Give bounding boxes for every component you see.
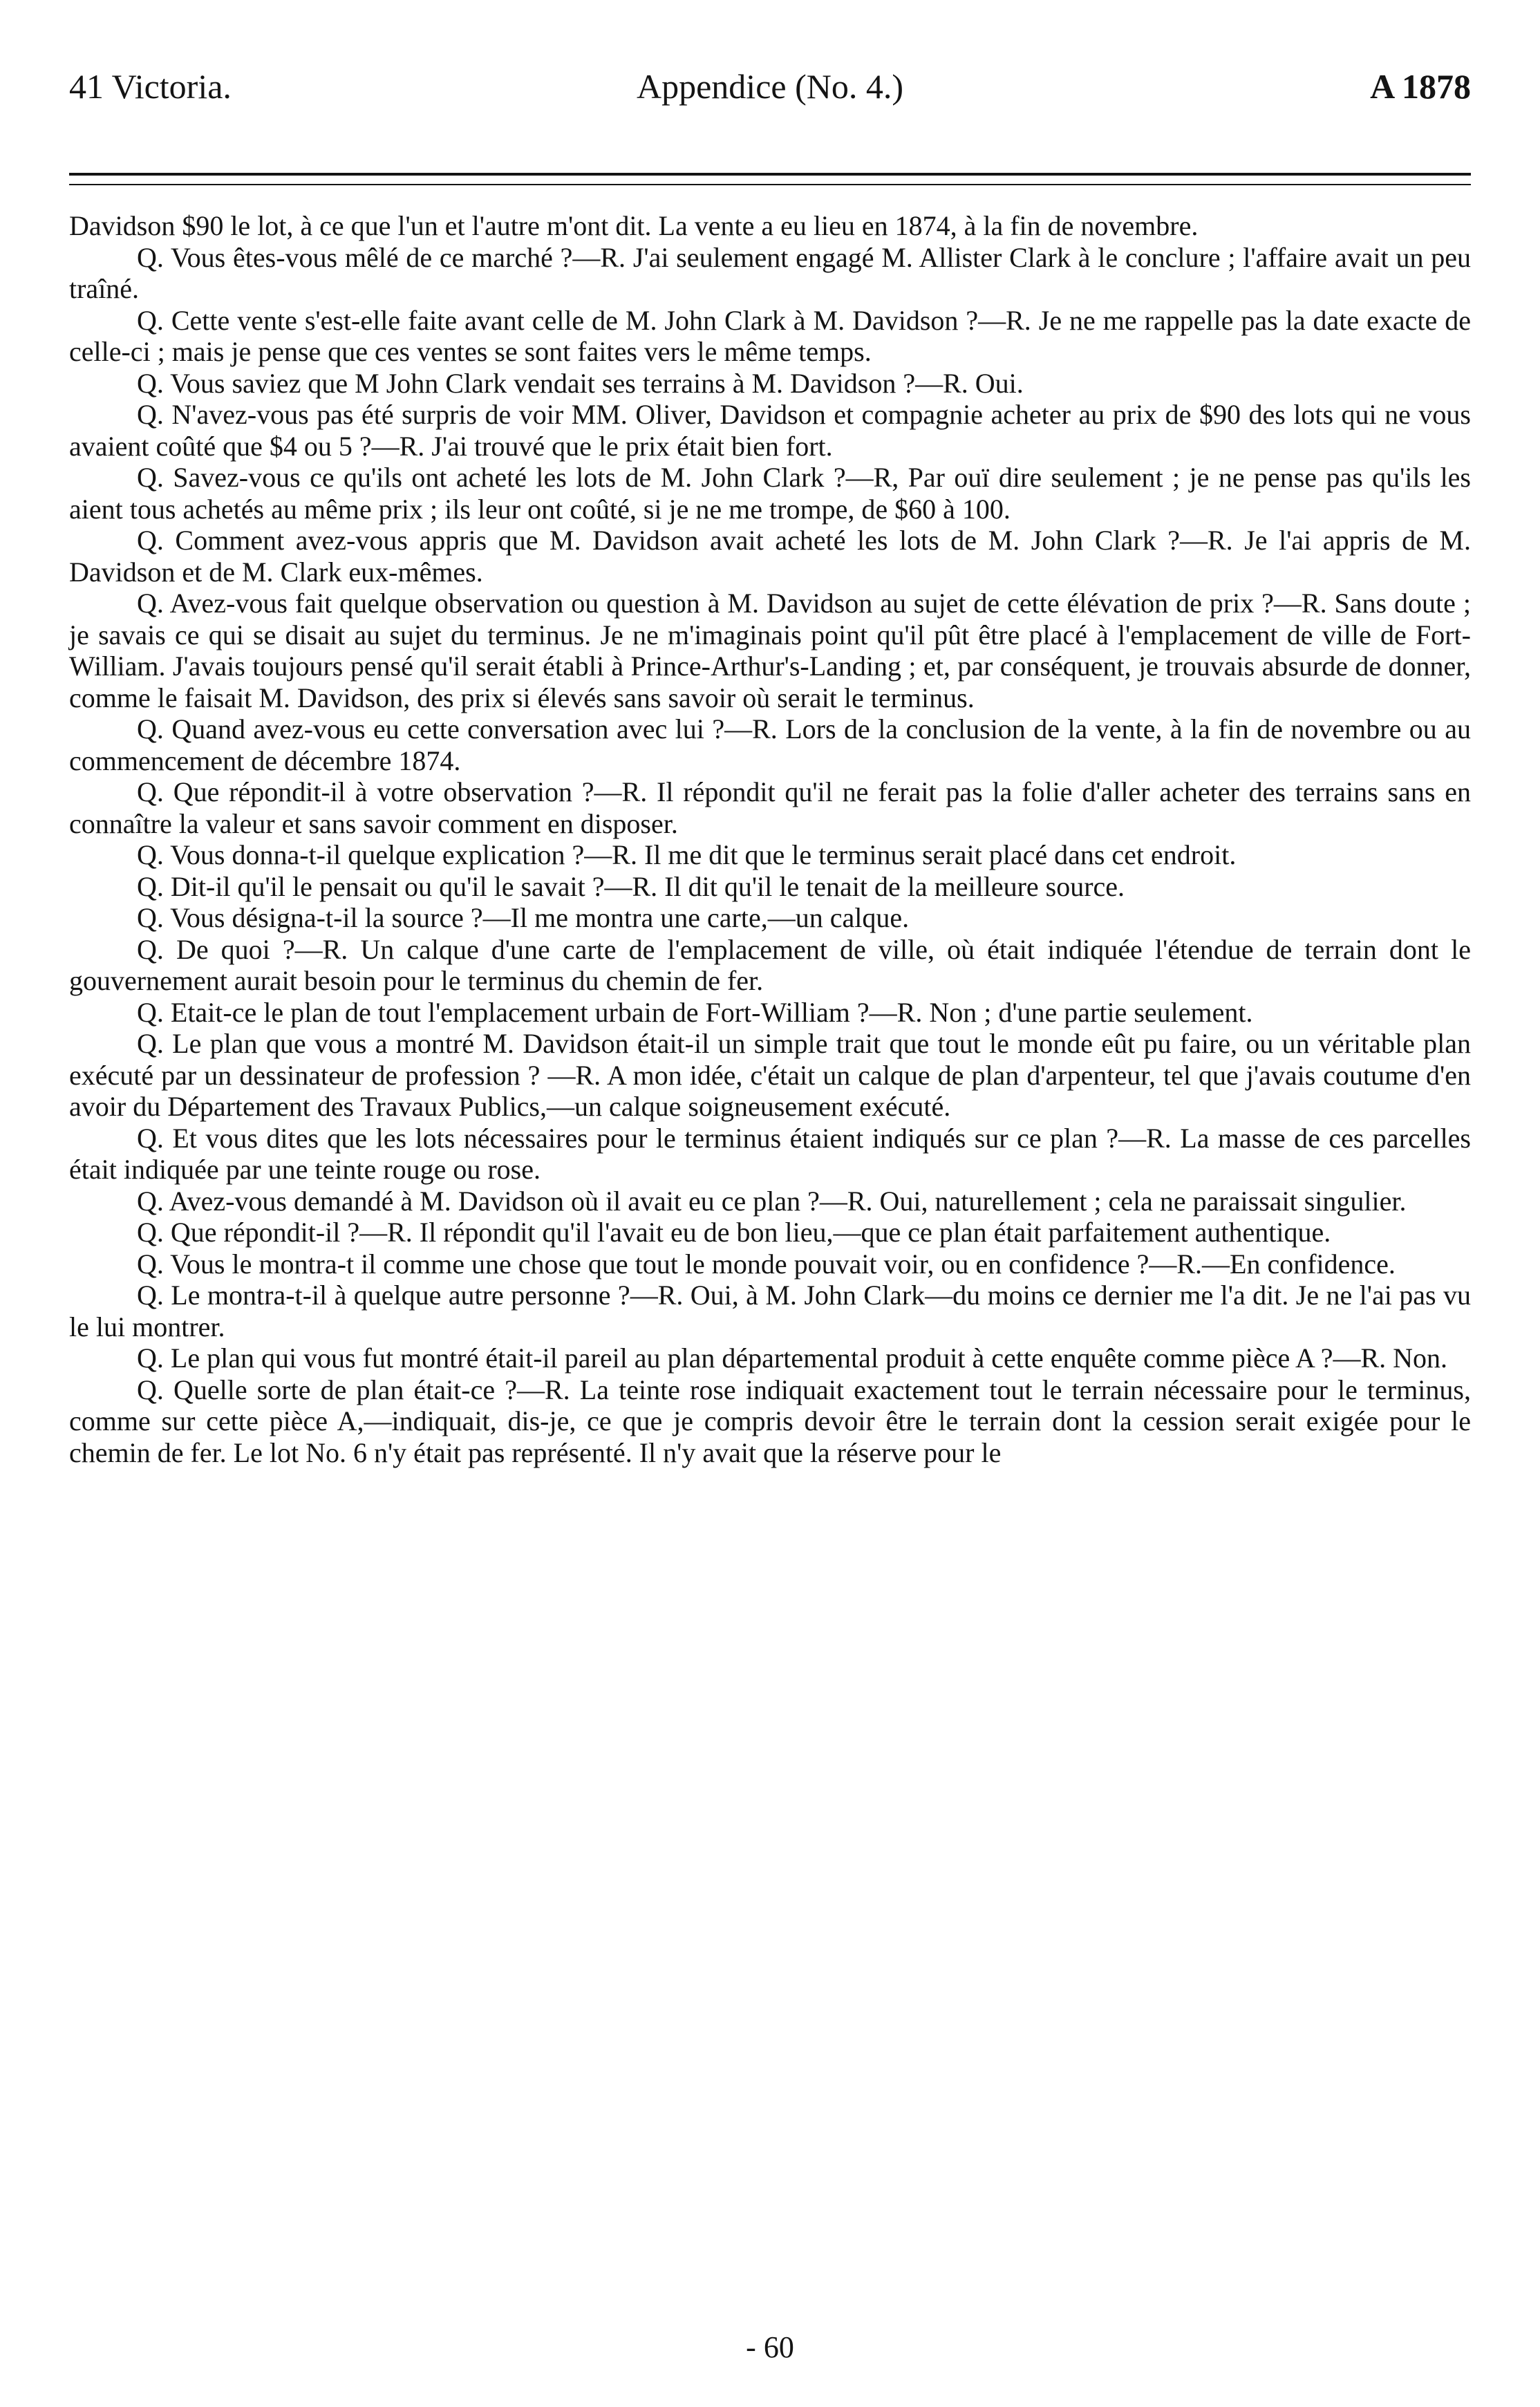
paragraph: Q. De quoi ?—R. Un calque d'une carte de l'emplacement de ville, où était indiquée l'étendue de terrain dont le gouvernement aurait besoin pour le terminus du chemin de fer. — [69, 933, 1471, 996]
paragraph: Q. Etait-ce le plan de tout l'emplacement urbain de Fort-William ?—R. Non ; d'une partie seulement. — [137, 996, 1253, 1028]
paragraph: Q. Dit-il qu'il le pensait ou qu'il le savait ?—R. Il dit qu'il le tenait de la meilleure source. — [137, 870, 1125, 902]
paragraph: Q. Cette vente s'est-elle faite avant celle de M. John Clark à M. Davidson ?—R. Je ne me rappelle pas la date exacte de celle-ci ; mais je pense que ces ventes se sont faites vers le même temps. — [69, 304, 1471, 367]
paragraph: Q. Que répondit-il ?—R. Il répondit qu'il l'avait eu de bon lieu,—que ce plan était parfaitement authentique. — [137, 1217, 1331, 1248]
paragraph: Q. Vous saviez que M John Clark vendait ses terrains à M. Davidson ?—R. Oui. — [137, 367, 1024, 399]
header-year: A 1878 — [1370, 67, 1471, 106]
document-page — [69, 48, 1471, 2385]
paragraph: Q. Vous donna-t-il quelque explication ?—R. Il me dit que le terminus serait placé dans cet endroit. — [137, 839, 1237, 870]
paragraph: Davidson $90 le lot, à ce que l'un et l'autre m'ont dit. La vente a eu lieu en 1874, à la fin de novembre. — [69, 210, 1199, 241]
paragraph: Q. Vous désigna-t-il la source ?—Il me montra une carte,—un calque. — [137, 902, 910, 933]
paragraph: Q. Le plan que vous a montré M. Davidson était-il un simple trait que tout le monde eût pu faire, ou un véritable plan exécuté par un dessinateur de profession ? —R. A mon idée, c'était un calque de plan d'arpenteur, tel que j'avais coutume d'en avoir du Département des Travaux Publics,—un calque soigneusement exécuté. — [69, 1028, 1471, 1122]
header-session: 41 Victoria. — [69, 67, 232, 106]
paragraph: Q. Que répondit-il à votre observation ?—R. Il répondit qu'il ne ferait pas la folie d'aller acheter des terrains sans en connaître la valeur et sans savoir comment en disposer. — [69, 776, 1471, 839]
paragraph: Q. Comment avez-vous appris que M. Davidson avait acheté les lots de M. John Clark ?—R. Je l'ai appris de M. Davidson et de M. Clark eux-mêmes. — [69, 525, 1471, 588]
header-appendix: Appendice (No. 4.) — [637, 67, 903, 106]
document-body — [69, 210, 1471, 1468]
paragraph: Q. Savez-vous ce qu'ils ont acheté les lots de M. John Clark ?—R, Par ouï dire seulement ; je ne pense pas qu'ils les aient tous achetés au même prix ; ils leur ont coûté, si je ne me trompe, de $60 à 100. — [69, 462, 1471, 525]
paragraph: Q. Le plan qui vous fut montré était-il pareil au plan départemental produit à cette enquête comme pièce A ?—R. Non. — [137, 1342, 1448, 1374]
header-double-rule — [69, 173, 1471, 185]
paragraph: Q. N'avez-vous pas été surpris de voir MM. Oliver, Davidson et compagnie acheter au prix de $90 des lots qui ne vous avaient coûté que $4 ou 5 ?—R. J'ai trouvé que le prix était bien fort. — [69, 399, 1471, 462]
paragraph: Q. Le montra-t-il à quelque autre personne ?—R. Oui, à M. John Clark—du moins ce dernier me l'a dit. Je ne l'ai pas vu le lui montrer. — [69, 1280, 1471, 1342]
paragraph: Q. Avez-vous demandé à M. Davidson où il avait eu ce plan ?—R. Oui, naturellement ; cela ne paraissait singulier. — [137, 1185, 1407, 1217]
paragraph: Q. Quelle sorte de plan était-ce ?—R. La teinte rose indiquait exactement tout le terrain nécessaire pour le terminus, comme sur cette pièce A,—indiquait, dis-je, ce que je compris devoir être le terrain dont la cession serait exigée pour le chemin de fer. Le lot No. 6 n'y était pas représenté. Il n'y avait que la réserve pour le — [69, 1374, 1471, 1468]
paragraph: Q. Et vous dites que les lots nécessaires pour le terminus étaient indiqués sur ce plan ?—R. La masse de ces parcelles était indiquée par une teinte rouge ou rose. — [69, 1122, 1471, 1185]
page-header — [69, 48, 1471, 124]
paragraph: Q. Avez-vous fait quelque observation ou question à M. Davidson au sujet de cette élévation de prix ?—R. Sans doute ; je savais ce qui se disait au sujet du terminus. Je ne m'imaginais point qu'il pût être placé à l'emplacement de ville de Fort-William. J'avais toujours pensé qu'il serait établi à Prince-Arthur's-Landing ; et, par conséquent, je trouvais absurde de donner, comme le faisait M. Davidson, des prix si élevés sans savoir où serait le terminus. — [69, 588, 1471, 713]
paragraph: Q. Quand avez-vous eu cette conversation avec lui ?—R. Lors de la conclusion de la vente, à la fin de novembre ou au commencement de décembre 1874. — [69, 713, 1471, 776]
paragraph: Q. Vous le montra-t il comme une chose que tout le monde pouvait voir, ou en confidence ?—R.—En confidence. — [137, 1248, 1396, 1280]
paragraph: Q. Vous êtes-vous mêlé de ce marché ?—R. J'ai seulement engagé M. Allister Clark à le conclure ; l'affaire avait un peu traîné. — [69, 241, 1471, 304]
page-number: - 60 — [746, 2330, 794, 2364]
